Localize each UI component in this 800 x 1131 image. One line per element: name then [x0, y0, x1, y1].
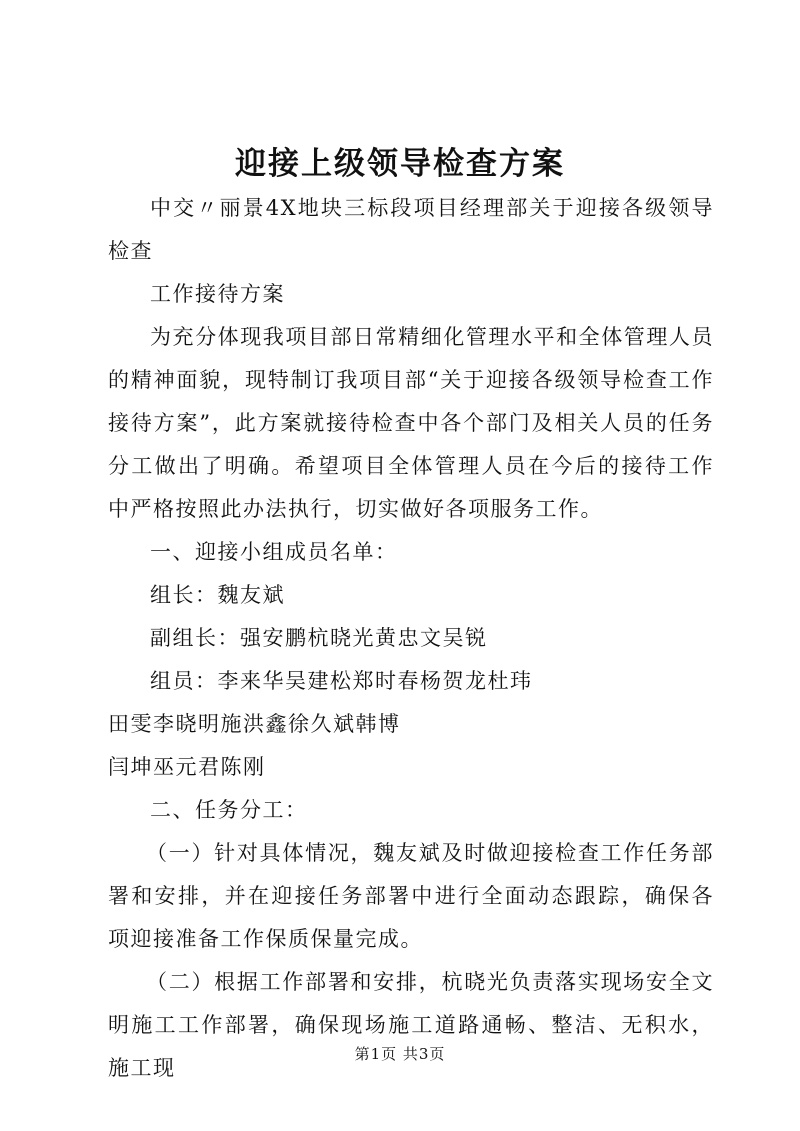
paragraph-subtitle-line-1: 中交〃丽景4X地块三标段项目经理部关于迎接各级领导检查 — [108, 196, 714, 263]
paragraph-task-2: （二）根据工作部署和安排，杭晓光负责落实现场安全文明施工工作部署，确保现场施工道路通畅、整洁、无积水，施工现 — [108, 970, 714, 1080]
section-heading-tasks: 二、任务分工： — [150, 798, 308, 822]
section-heading-members: 一、迎接小组成员名单： — [150, 540, 398, 564]
paragraph-deputy-leaders: 副组长：强安鹏杭晓光黄忠文吴锐 — [150, 626, 488, 650]
paragraph-members-line-3: 闫坤巫元君陈刚 — [108, 755, 266, 779]
page-footer: 第1页 共3页 — [354, 1045, 446, 1063]
paragraph-introduction: 为充分体现我项目部日常精细化管理水平和全体管理人员的精神面貌，现特制订我项目部“关于迎接各级领导检查工作接待方案”，此方案就接待检查中各个部门及相关人员的任务分工做出了明确。希望项目全体管理人员在今后的接待工作中严格按照此办法执行，切实做好各项服务工作。 — [108, 325, 714, 521]
document-title: 迎接上级领导检查方案 — [235, 146, 565, 182]
paragraph-task-1: （一）针对具体情况，魏友斌及时做迎接检查工作任务部署和安排，并在迎接任务部署中进行全面动态跟踪，确保各项迎接准备工作保质保量完成。 — [108, 841, 714, 951]
paragraph-members-line-1: 组员：李来华吴建松郑时春杨贺龙杜玮 — [150, 669, 533, 693]
paragraph-leader: 组长：魏友斌 — [150, 583, 285, 607]
paragraph-subtitle-line-2: 工作接待方案 — [150, 282, 285, 306]
paragraph-members-line-2: 田雯李晓明施洪鑫徐久斌韩博 — [108, 712, 401, 736]
document-body — [108, 187, 714, 1090]
